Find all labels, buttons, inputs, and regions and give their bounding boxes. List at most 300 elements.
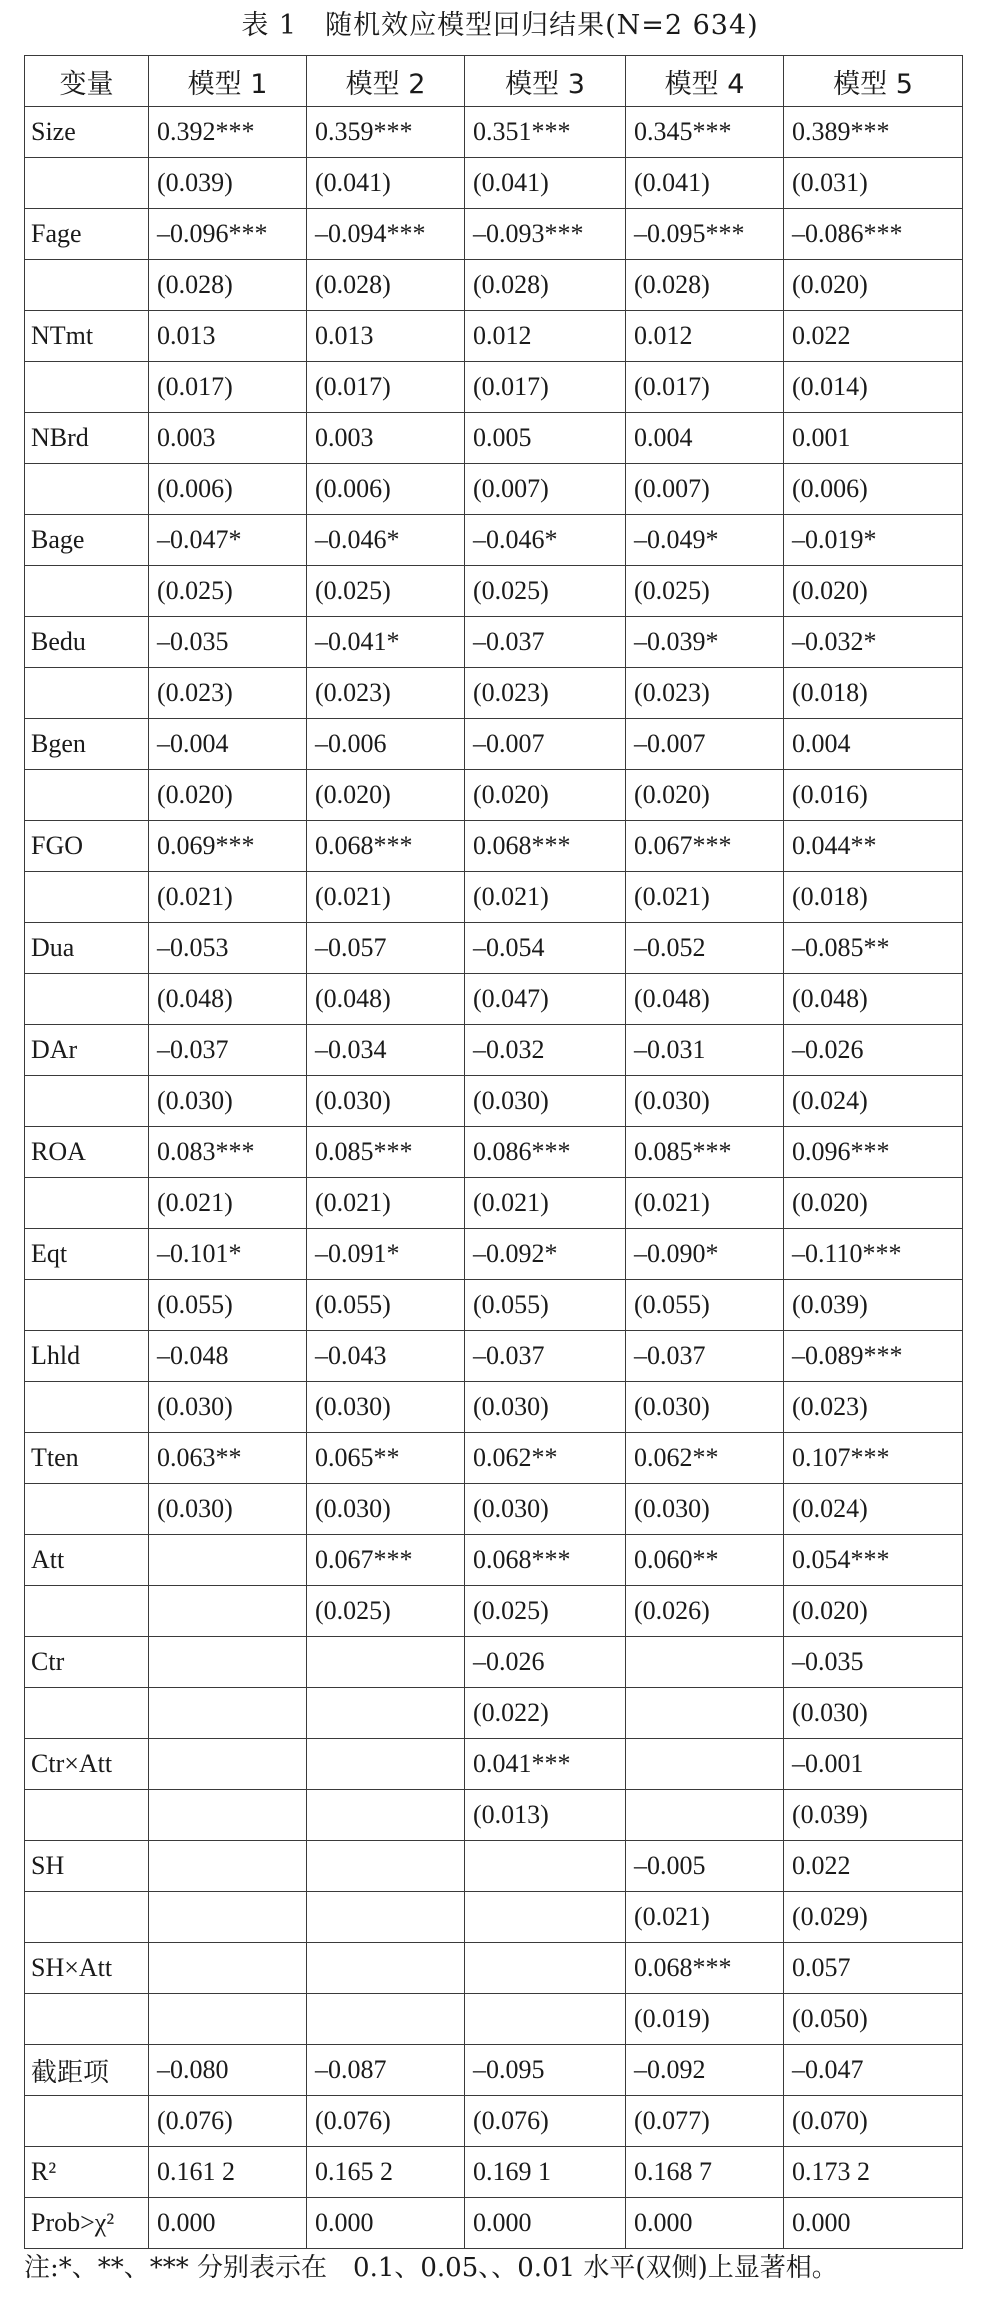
variable-cell: 截距项 [25,2045,149,2096]
value-cell: 0.069*** [149,821,307,872]
value-cell: (0.030) [465,1076,626,1127]
value-cell: (0.020) [784,566,963,617]
table-row [25,1688,963,1739]
value-cell: (0.055) [149,1280,307,1331]
value-cell: (0.055) [626,1280,784,1331]
table-row [25,668,963,719]
value-cell [307,1790,465,1841]
value-cell: –0.092 [626,2045,784,2096]
value-cell: –0.095*** [626,209,784,260]
value-cell: –0.001 [784,1739,963,1790]
table-row [25,1280,963,1331]
value-cell: (0.030) [626,1076,784,1127]
value-cell [149,1790,307,1841]
value-cell: –0.046* [307,515,465,566]
value-cell: (0.028) [626,260,784,311]
value-cell: 0.392*** [149,107,307,158]
variable-cell: Dua [25,923,149,974]
value-cell: (0.020) [784,1178,963,1229]
value-cell: –0.006 [307,719,465,770]
value-cell: (0.020) [626,770,784,821]
value-cell [307,1739,465,1790]
value-cell: (0.030) [784,1688,963,1739]
value-cell: 0.345*** [626,107,784,158]
value-cell: 0.000 [626,2198,784,2249]
value-cell: (0.023) [626,668,784,719]
table-row [25,1433,963,1484]
value-cell: (0.017) [465,362,626,413]
value-cell [149,1535,307,1586]
value-cell: 0.067*** [307,1535,465,1586]
value-cell: (0.022) [465,1688,626,1739]
table-row [25,923,963,974]
variable-cell [25,464,149,515]
value-cell: 0.022 [784,311,963,362]
table-row [25,311,963,362]
value-cell: –0.054 [465,923,626,974]
value-cell: (0.050) [784,1994,963,2045]
table-row [25,566,963,617]
table-row [25,1586,963,1637]
table-row [25,1076,963,1127]
table-row [25,2096,963,2147]
value-cell [307,1892,465,1943]
table-row [25,1535,963,1586]
value-cell: (0.020) [149,770,307,821]
value-cell: (0.021) [149,1178,307,1229]
value-cell: (0.017) [307,362,465,413]
header-model-2: 模型 2 [307,56,465,107]
variable-cell: DAr [25,1025,149,1076]
value-cell [307,1943,465,1994]
value-cell: 0.001 [784,413,963,464]
value-cell: –0.046* [465,515,626,566]
value-cell: (0.055) [465,1280,626,1331]
value-cell: 0.169 1 [465,2147,626,2198]
value-cell: (0.021) [307,872,465,923]
table-row [25,260,963,311]
value-cell: 0.003 [307,413,465,464]
value-cell [149,1739,307,1790]
table-row [25,1943,963,1994]
table-row [25,617,963,668]
value-cell: –0.110*** [784,1229,963,1280]
value-cell: 0.083*** [149,1127,307,1178]
table-row [25,1841,963,1892]
value-cell: –0.093*** [465,209,626,260]
value-cell: 0.085*** [307,1127,465,1178]
value-cell: (0.030) [307,1382,465,1433]
value-cell: 0.060** [626,1535,784,1586]
value-cell: 0.068*** [307,821,465,872]
value-cell: (0.021) [626,1178,784,1229]
value-cell: –0.086*** [784,209,963,260]
value-cell: (0.048) [307,974,465,1025]
value-cell: 0.068*** [465,1535,626,1586]
value-cell: (0.077) [626,2096,784,2147]
value-cell: (0.019) [626,1994,784,2045]
value-cell: –0.096*** [149,209,307,260]
value-cell: –0.057 [307,923,465,974]
value-cell: –0.037 [149,1025,307,1076]
value-cell: (0.020) [465,770,626,821]
value-cell: (0.021) [626,872,784,923]
variable-cell [25,668,149,719]
header-model-1: 模型 1 [149,56,307,107]
value-cell [465,1994,626,2045]
variable-cell: Prob>χ² [25,2198,149,2249]
value-cell: –0.080 [149,2045,307,2096]
value-cell: –0.007 [626,719,784,770]
value-cell: –0.047* [149,515,307,566]
table-row [25,2198,963,2249]
value-cell: 0.012 [465,311,626,362]
value-cell: (0.021) [149,872,307,923]
value-cell [149,1688,307,1739]
value-cell: (0.026) [626,1586,784,1637]
variable-cell: R² [25,2147,149,2198]
value-cell: 0.062** [465,1433,626,1484]
value-cell: (0.025) [307,566,465,617]
table-row [25,1637,963,1688]
variable-cell [25,362,149,413]
variable-cell: Bedu [25,617,149,668]
value-cell: 0.107*** [784,1433,963,1484]
value-cell: (0.041) [626,158,784,209]
variable-cell: NBrd [25,413,149,464]
variable-cell: Lhld [25,1331,149,1382]
value-cell: –0.041* [307,617,465,668]
value-cell: (0.041) [465,158,626,209]
table-row [25,1892,963,1943]
value-cell [307,1841,465,1892]
table-row [25,974,963,1025]
table-row [25,1178,963,1229]
value-cell: (0.028) [465,260,626,311]
value-cell [465,1943,626,1994]
value-cell: –0.037 [626,1331,784,1382]
table-row [25,1025,963,1076]
value-cell: 0.022 [784,1841,963,1892]
value-cell: –0.031 [626,1025,784,1076]
table-row [25,1331,963,1382]
value-cell: –0.037 [465,1331,626,1382]
value-cell: –0.035 [149,617,307,668]
value-cell: 0.168 7 [626,2147,784,2198]
value-cell: (0.041) [307,158,465,209]
table-row [25,158,963,209]
table-row [25,1229,963,1280]
variable-cell: SH×Att [25,1943,149,1994]
value-cell [149,1637,307,1688]
table-note: 注:*、**、*** 分别表示在 0.1、0.05、、0.01 水平(双侧)上显著相。 [24,2253,838,2283]
value-cell: –0.004 [149,719,307,770]
variable-cell [25,770,149,821]
variable-cell: Eqt [25,1229,149,1280]
table-row [25,2147,963,2198]
value-cell: (0.021) [626,1892,784,1943]
value-cell: (0.020) [307,770,465,821]
table-row [25,719,963,770]
value-cell: (0.023) [784,1382,963,1433]
value-cell: (0.030) [465,1484,626,1535]
value-cell: 0.004 [626,413,784,464]
value-cell: 0.359*** [307,107,465,158]
value-cell: (0.048) [149,974,307,1025]
value-cell: –0.052 [626,923,784,974]
value-cell: –0.085** [784,923,963,974]
value-cell: 0.000 [465,2198,626,2249]
value-cell: –0.039* [626,617,784,668]
table-row [25,1484,963,1535]
value-cell: (0.025) [149,566,307,617]
variable-cell [25,2096,149,2147]
value-cell: –0.026 [784,1025,963,1076]
value-cell: 0.389*** [784,107,963,158]
value-cell [149,1586,307,1637]
value-cell: (0.025) [465,566,626,617]
value-cell: (0.006) [149,464,307,515]
value-cell: –0.048 [149,1331,307,1382]
value-cell [626,1790,784,1841]
table-row [25,1790,963,1841]
variable-cell: SH [25,1841,149,1892]
value-cell: (0.076) [307,2096,465,2147]
table-row [25,872,963,923]
value-cell: (0.048) [626,974,784,1025]
variable-cell [25,260,149,311]
value-cell: (0.076) [465,2096,626,2147]
variable-cell: FGO [25,821,149,872]
table-row [25,413,963,464]
value-cell: (0.030) [149,1076,307,1127]
variable-cell: Ctr [25,1637,149,1688]
variable-cell: Tten [25,1433,149,1484]
value-cell: –0.032* [784,617,963,668]
value-cell: –0.007 [465,719,626,770]
value-cell: –0.049* [626,515,784,566]
value-cell: (0.025) [465,1586,626,1637]
value-cell: (0.021) [307,1178,465,1229]
value-cell: (0.013) [465,1790,626,1841]
header-model-3: 模型 3 [465,56,626,107]
table-row [25,1994,963,2045]
value-cell: 0.096*** [784,1127,963,1178]
value-cell: (0.030) [626,1484,784,1535]
value-cell: 0.063** [149,1433,307,1484]
value-cell [626,1688,784,1739]
variable-cell: NTmt [25,311,149,362]
value-cell: 0.041*** [465,1739,626,1790]
value-cell [149,1841,307,1892]
value-cell: –0.053 [149,923,307,974]
variable-cell [25,1076,149,1127]
value-cell: (0.055) [307,1280,465,1331]
value-cell: –0.087 [307,2045,465,2096]
value-cell [465,1892,626,1943]
value-cell [307,1637,465,1688]
value-cell: 0.005 [465,413,626,464]
variable-cell [25,974,149,1025]
variable-cell [25,1790,149,1841]
value-cell: 0.054*** [784,1535,963,1586]
value-cell: (0.016) [784,770,963,821]
value-cell: 0.000 [307,2198,465,2249]
table-row [25,209,963,260]
value-cell: (0.017) [149,362,307,413]
value-cell: 0.012 [626,311,784,362]
value-cell: (0.018) [784,872,963,923]
value-cell: (0.006) [307,464,465,515]
value-cell: –0.037 [465,617,626,668]
value-cell: 0.013 [149,311,307,362]
table-row [25,821,963,872]
value-cell: (0.021) [465,872,626,923]
value-cell: (0.025) [626,566,784,617]
value-cell: (0.030) [626,1382,784,1433]
value-cell: (0.021) [465,1178,626,1229]
variable-cell: Fage [25,209,149,260]
value-cell: 0.085*** [626,1127,784,1178]
variable-cell: ROA [25,1127,149,1178]
value-cell [149,1994,307,2045]
value-cell: –0.026 [465,1637,626,1688]
value-cell: (0.007) [626,464,784,515]
variable-cell: Att [25,1535,149,1586]
value-cell: 0.000 [149,2198,307,2249]
value-cell [149,1943,307,1994]
value-cell: 0.067*** [626,821,784,872]
header-variable: 变量 [25,56,149,107]
value-cell [465,1841,626,1892]
value-cell [307,1688,465,1739]
value-cell: –0.032 [465,1025,626,1076]
table-body [25,107,963,2249]
value-cell: (0.023) [149,668,307,719]
variable-cell [25,1688,149,1739]
table-row [25,362,963,413]
variable-cell [25,1280,149,1331]
value-cell: (0.030) [149,1382,307,1433]
value-cell: 0.003 [149,413,307,464]
value-cell: (0.018) [784,668,963,719]
value-cell: (0.028) [149,260,307,311]
variable-cell: Ctr×Att [25,1739,149,1790]
value-cell: 0.044** [784,821,963,872]
table-title: 表 1 随机效应模型回归结果(N=2 634) [241,10,759,41]
value-cell: –0.089*** [784,1331,963,1382]
value-cell: –0.090* [626,1229,784,1280]
value-cell: 0.165 2 [307,2147,465,2198]
regression-table [24,55,963,2249]
value-cell: –0.047 [784,2045,963,2096]
variable-cell: Size [25,107,149,158]
value-cell: (0.029) [784,1892,963,1943]
header-row [25,56,963,107]
value-cell: (0.070) [784,2096,963,2147]
variable-cell [25,158,149,209]
value-cell: (0.030) [307,1076,465,1127]
variable-cell [25,1382,149,1433]
value-cell: –0.092* [465,1229,626,1280]
value-cell: (0.039) [784,1280,963,1331]
value-cell: –0.095 [465,2045,626,2096]
value-cell: 0.351*** [465,107,626,158]
value-cell: (0.031) [784,158,963,209]
value-cell: 0.065** [307,1433,465,1484]
table-row [25,1739,963,1790]
value-cell: –0.005 [626,1841,784,1892]
value-cell: –0.043 [307,1331,465,1382]
value-cell: (0.028) [307,260,465,311]
variable-cell: Bage [25,515,149,566]
value-cell: (0.020) [784,1586,963,1637]
table-row [25,464,963,515]
value-cell: (0.030) [149,1484,307,1535]
value-cell: (0.039) [149,158,307,209]
header-model-5: 模型 5 [784,56,963,107]
value-cell: (0.039) [784,1790,963,1841]
table-row [25,107,963,158]
variable-cell [25,872,149,923]
variable-cell [25,1586,149,1637]
table-row [25,2045,963,2096]
value-cell: 0.013 [307,311,465,362]
value-cell: (0.048) [784,974,963,1025]
variable-cell [25,1892,149,1943]
table-row [25,515,963,566]
value-cell: 0.004 [784,719,963,770]
value-cell: –0.019* [784,515,963,566]
value-cell [149,1892,307,1943]
value-cell: (0.017) [626,362,784,413]
table-row [25,770,963,821]
value-cell: (0.006) [784,464,963,515]
header-model-4: 模型 4 [626,56,784,107]
value-cell: (0.030) [307,1484,465,1535]
value-cell: 0.057 [784,1943,963,1994]
table-row [25,1127,963,1178]
value-cell: 0.068*** [465,821,626,872]
value-cell: –0.034 [307,1025,465,1076]
value-cell: –0.091* [307,1229,465,1280]
value-cell: –0.094*** [307,209,465,260]
value-cell: (0.007) [465,464,626,515]
value-cell: 0.068*** [626,1943,784,1994]
variable-cell [25,1484,149,1535]
value-cell: (0.014) [784,362,963,413]
value-cell: 0.086*** [465,1127,626,1178]
value-cell: 0.161 2 [149,2147,307,2198]
value-cell: 0.062** [626,1433,784,1484]
value-cell: 0.173 2 [784,2147,963,2198]
value-cell: (0.024) [784,1076,963,1127]
value-cell [626,1637,784,1688]
value-cell: –0.101* [149,1229,307,1280]
variable-cell: Bgen [25,719,149,770]
value-cell [626,1739,784,1790]
value-cell: (0.047) [465,974,626,1025]
variable-cell [25,566,149,617]
value-cell: (0.020) [784,260,963,311]
table-row [25,1382,963,1433]
variable-cell [25,1994,149,2045]
value-cell [307,1994,465,2045]
value-cell: (0.023) [465,668,626,719]
value-cell: (0.076) [149,2096,307,2147]
value-cell: 0.000 [784,2198,963,2249]
value-cell: (0.023) [307,668,465,719]
